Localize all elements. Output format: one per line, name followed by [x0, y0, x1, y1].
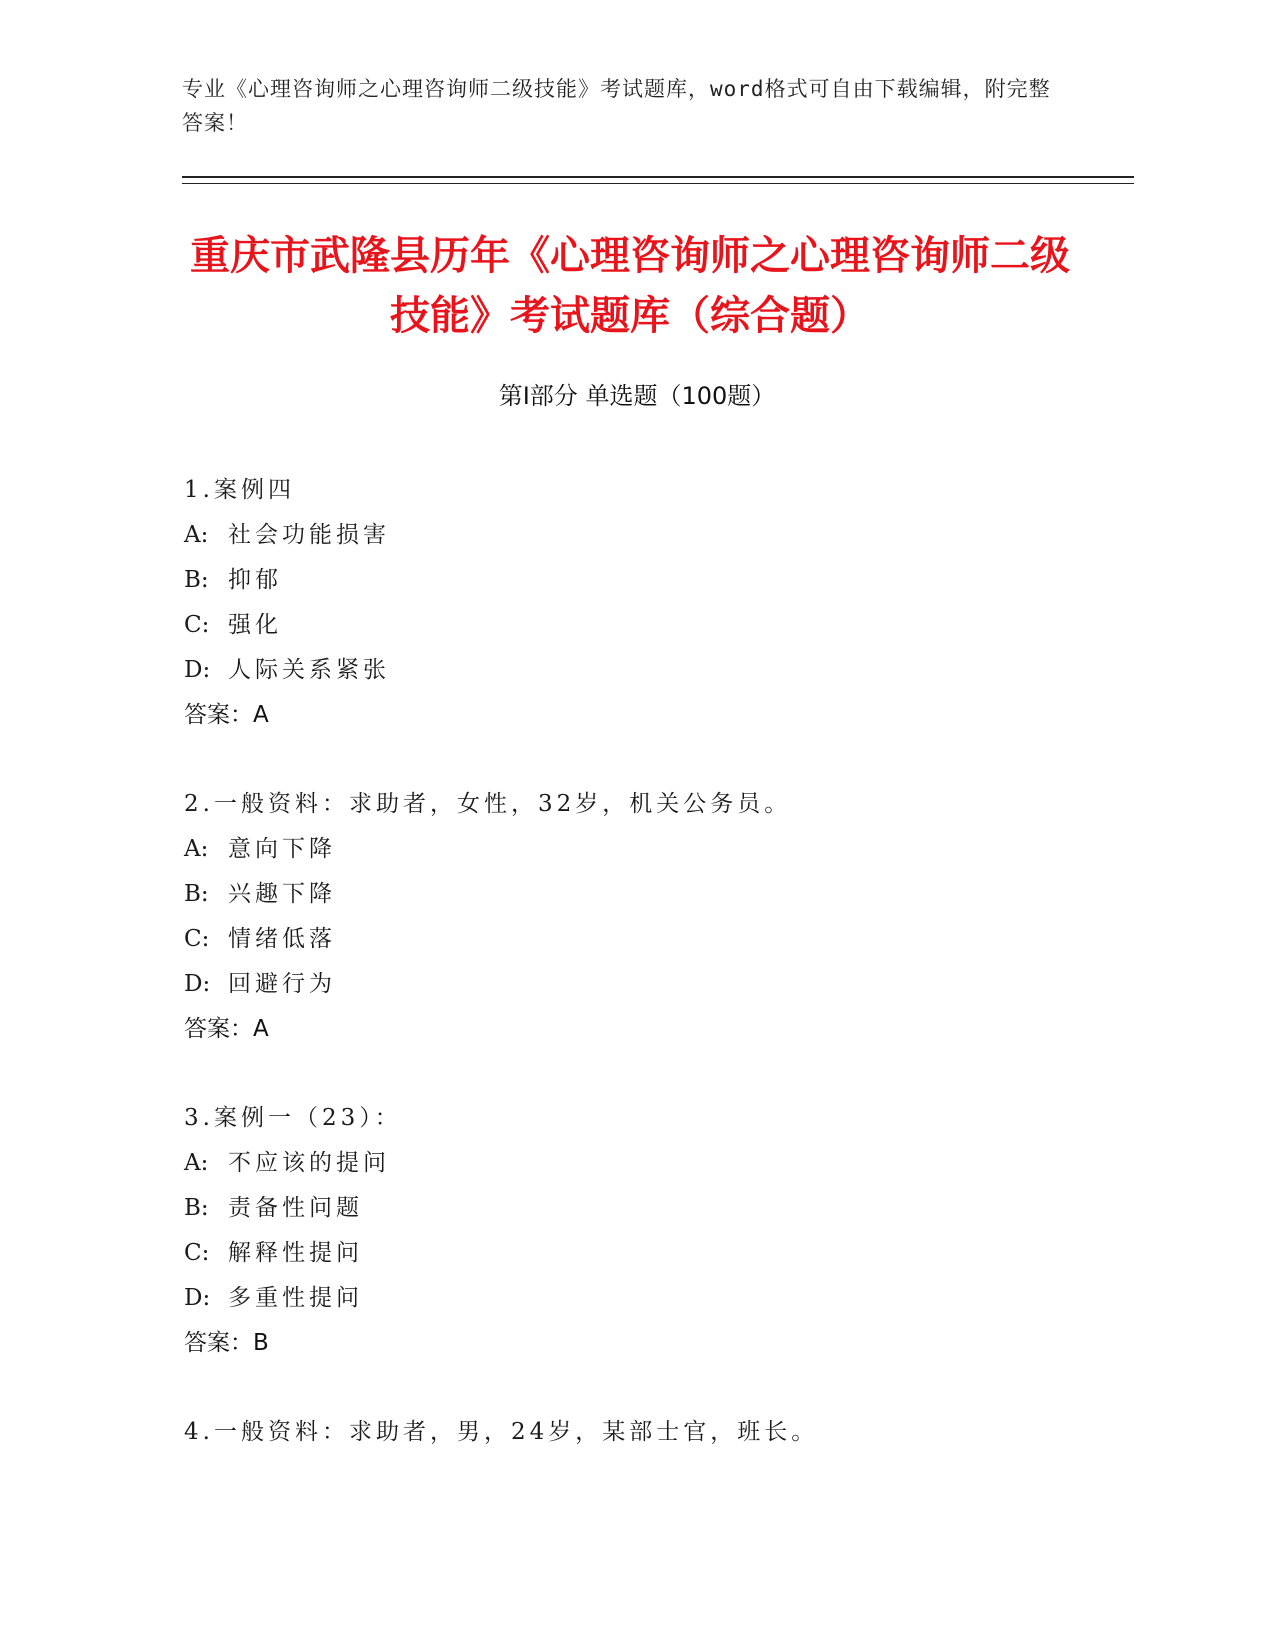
- option-key: D:: [184, 971, 211, 997]
- option-key: C:: [184, 926, 210, 952]
- question-3: [184, 1096, 1134, 1366]
- answer-value: A: [253, 702, 269, 728]
- option-text: 抑郁: [228, 567, 282, 593]
- option-b: [184, 558, 1134, 603]
- question-1: [184, 468, 1134, 738]
- option-key: D:: [184, 1285, 211, 1311]
- option-d: [184, 648, 1134, 693]
- option-c: [184, 917, 1134, 962]
- option-text: 人际关系紧张: [228, 657, 390, 683]
- question-stem: 1.案例四: [184, 477, 295, 503]
- option-a: [184, 827, 1134, 872]
- page-title: 重庆市武隆县历年《心理咨询师之心理咨询师二级技能》考试题库（综合题）: [190, 233, 1070, 339]
- option-a: [184, 1141, 1134, 1186]
- option-key: A:: [184, 836, 209, 862]
- option-b: [184, 1186, 1134, 1231]
- option-key: B:: [184, 1195, 209, 1221]
- option-text: 社会功能损害: [228, 522, 390, 548]
- answer-line: [184, 1007, 1134, 1052]
- header-note: 专业《心理咨询师之心理咨询师二级技能》考试题库，word格式可自由下载编辑，附完整答案！: [182, 77, 1051, 135]
- option-c: [184, 603, 1134, 648]
- option-text: 不应该的提问: [228, 1150, 390, 1176]
- answer-label: 答案：: [184, 1016, 253, 1042]
- answer-line: [184, 1321, 1134, 1366]
- question-stem: 2.一般资料：求助者，女性，32岁，机关公务员。: [184, 791, 792, 817]
- option-key: C:: [184, 612, 210, 638]
- option-c: [184, 1231, 1134, 1276]
- question-stem: 3.案例一（23）：: [184, 1105, 402, 1131]
- option-text: 情绪低落: [228, 926, 336, 952]
- option-text: 回避行为: [228, 971, 336, 997]
- option-text: 解释性提问: [228, 1240, 363, 1266]
- option-text: 兴趣下降: [228, 881, 336, 907]
- answer-value: B: [253, 1330, 269, 1356]
- question-2: [184, 782, 1134, 1052]
- answer-label: 答案：: [184, 1330, 253, 1356]
- option-text: 责备性问题: [228, 1195, 363, 1221]
- option-key: A:: [184, 1150, 209, 1176]
- answer-line: [184, 693, 1134, 738]
- option-a: [184, 513, 1134, 558]
- section-heading: 第Ⅰ部分 单选题（100题）: [498, 382, 776, 410]
- option-d: [184, 1276, 1134, 1321]
- option-key: A:: [184, 522, 209, 548]
- option-d: [184, 962, 1134, 1007]
- answer-value: A: [253, 1016, 269, 1042]
- option-key: B:: [184, 567, 209, 593]
- question-list: [184, 468, 1134, 1499]
- option-b: [184, 872, 1134, 917]
- header-divider-thick: [182, 176, 1134, 178]
- option-text: 多重性提问: [228, 1285, 363, 1311]
- question-stem: 4.一般资料：求助者，男，24岁，某部士官，班长。: [184, 1419, 819, 1445]
- option-text: 强化: [228, 612, 282, 638]
- answer-label: 答案：: [184, 702, 253, 728]
- option-key: D:: [184, 657, 211, 683]
- question-4: [184, 1410, 1134, 1455]
- option-text: 意向下降: [228, 836, 336, 862]
- option-key: C:: [184, 1240, 210, 1266]
- option-key: B:: [184, 881, 209, 907]
- header-divider-thin: [182, 183, 1134, 184]
